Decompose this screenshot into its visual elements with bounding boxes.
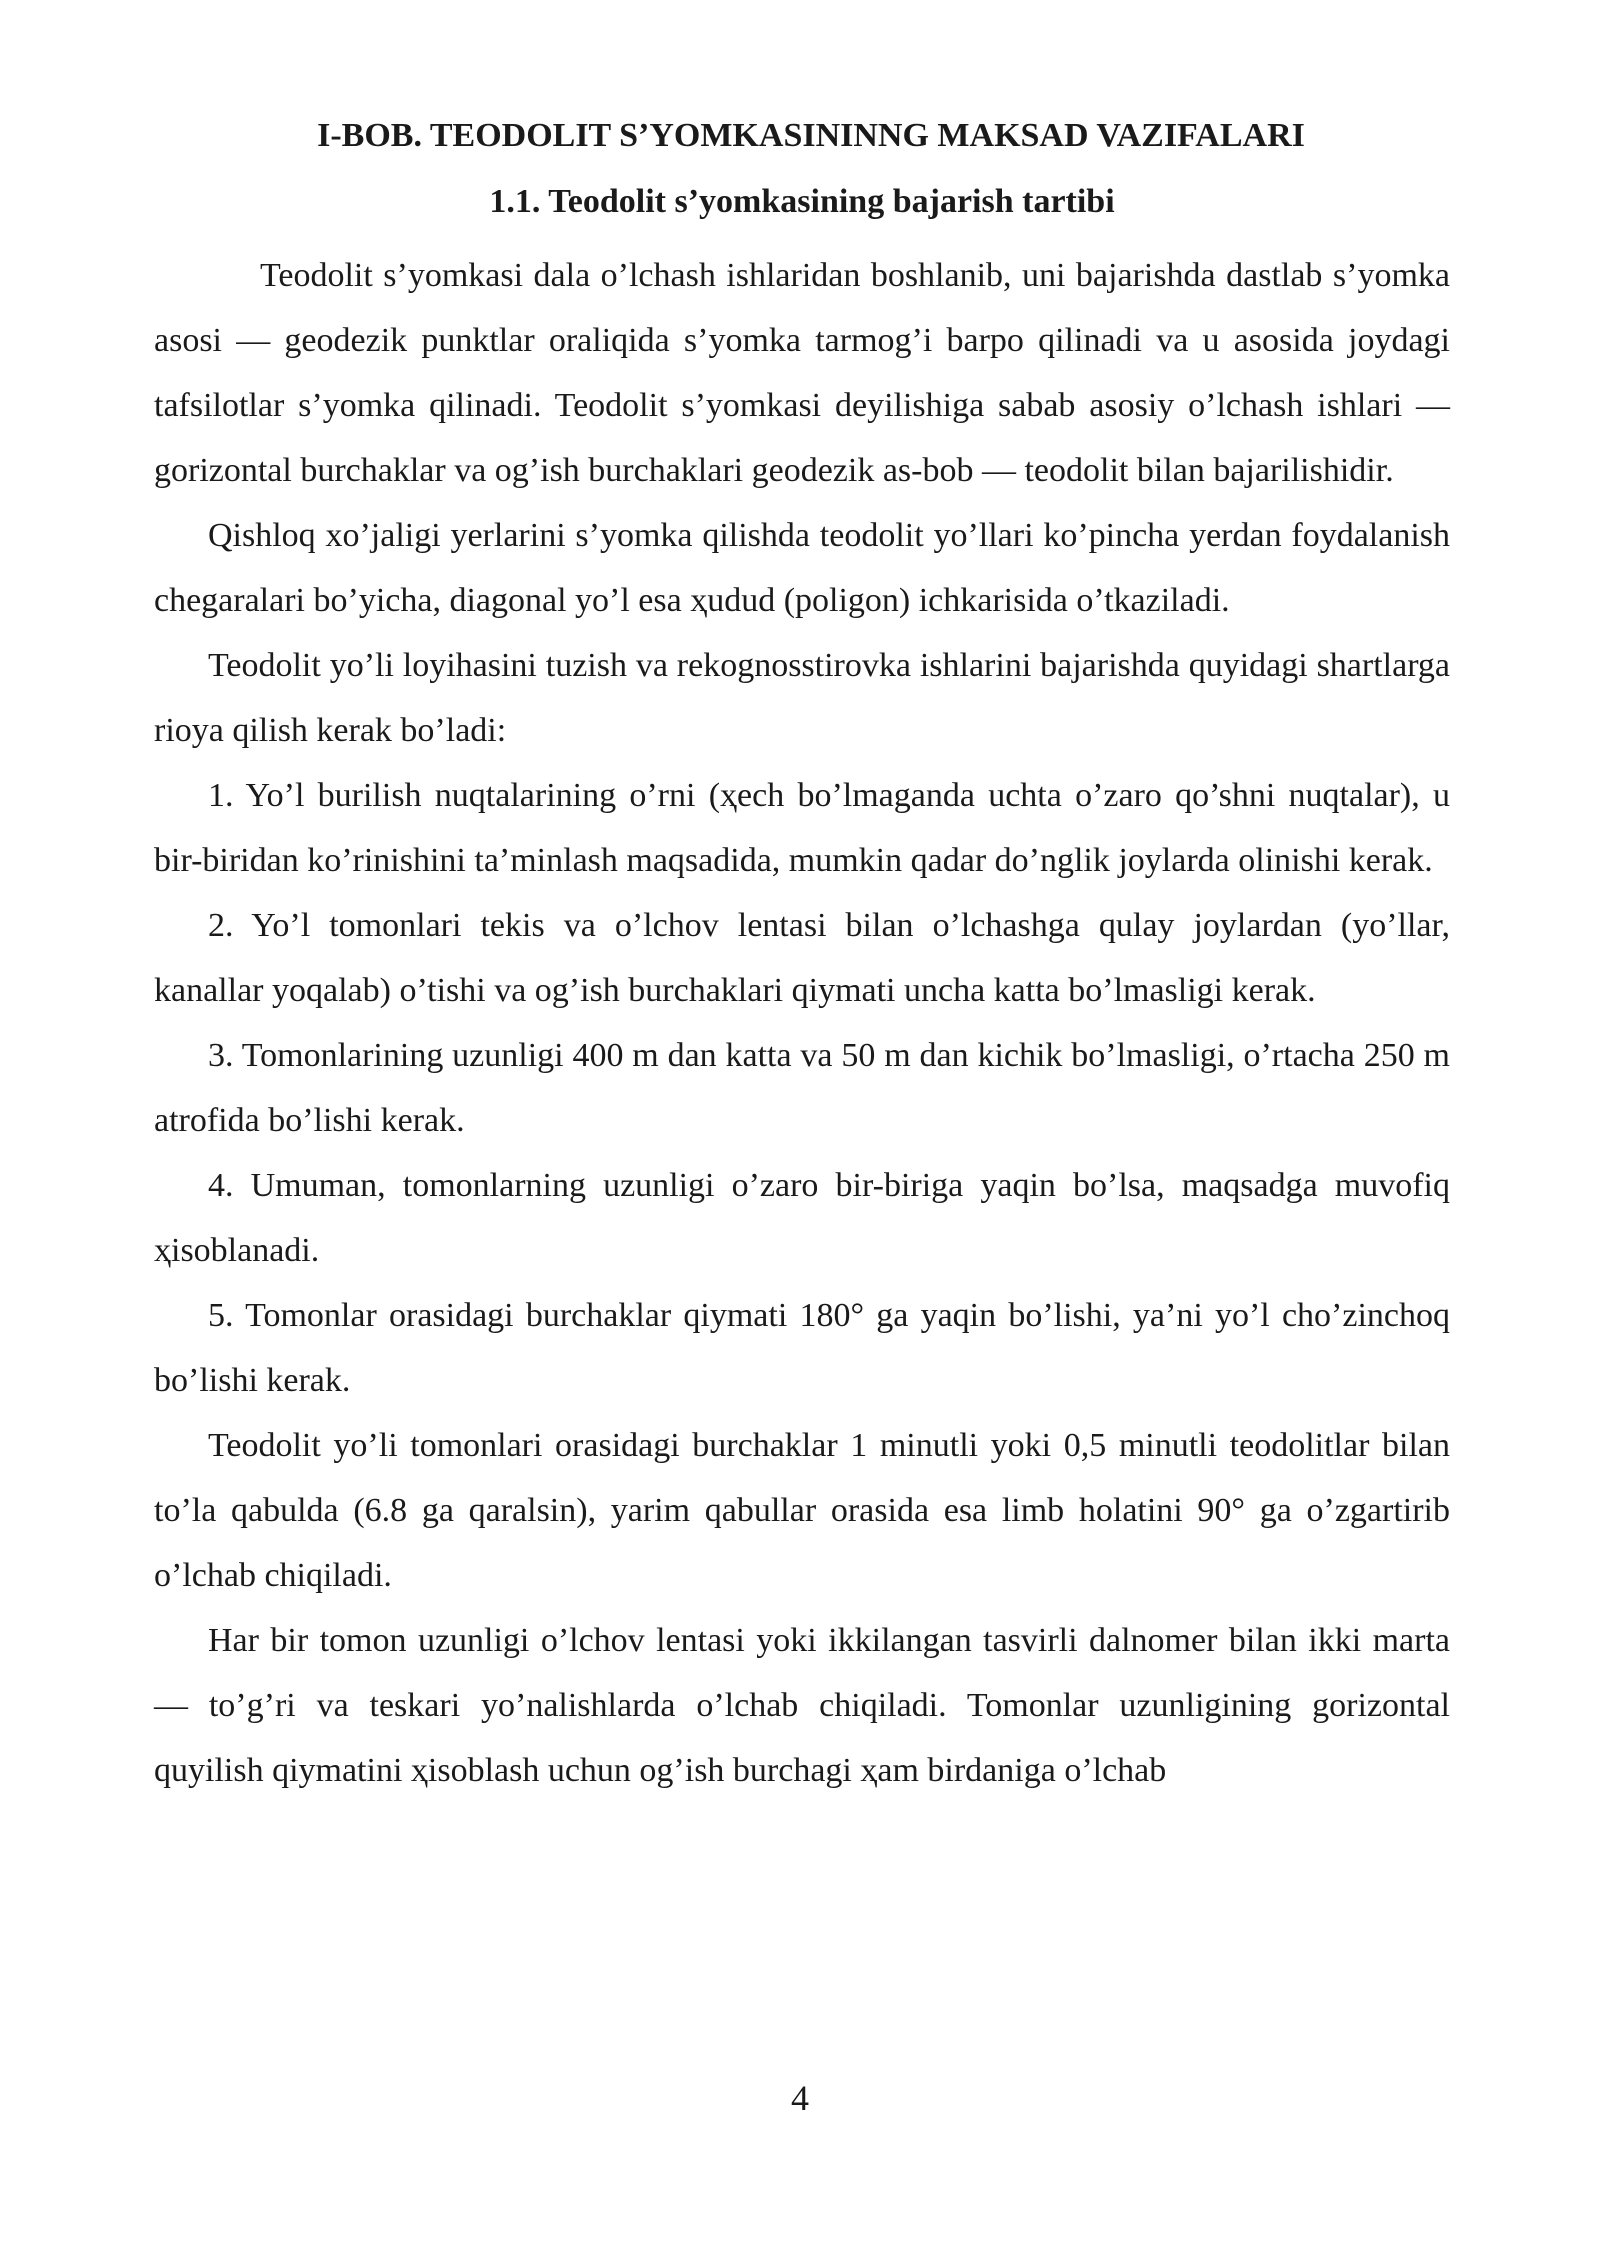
paragraph-lengths: Har bir tomon uzunligi o’lchov lentasi yoki ikkilangan tasvirli dalnomer bilan ikki marta — to’g’ri va teskari yo’nalishlarda o’lchab chiqiladi. Tomonlar uzunligining gorizontal quyilish qiymatini ҳisoblash uchun og’ish burchagi ҳam birdaniga o’lchab (154, 1622, 1450, 1789)
document-page (154, 112, 1450, 1803)
paragraph-conditions: Teodolit yo’li loyihasini tuzish va rekognosstirovka ishlarini bajarishda quyidagi shartlarga rioya qilish kerak bo’ladi: (154, 647, 1450, 749)
page-number: 4 (791, 2078, 809, 2118)
list-item-2: 2. Yo’l tomonlari tekis va o’lchov lentasi bilan o’lchashga qulay joylardan (yo’llar, kanallar yoqalab) o’tishi va og’ish burchaklari qiymati uncha katta bo’lmasligi kerak. (154, 907, 1450, 1009)
list-item-3: 3. Tomonlarining uzunligi 400 m dan katta va 50 m dan kichik bo’lmasligi, o’rtacha 250 m atrofida bo’lishi kerak. (154, 1037, 1450, 1139)
list-item-5: 5. Tomonlar orasidagi burchaklar qiymati 180° ga yaqin bo’lishi, ya’ni yo’l cho’zinchoq bo’lishi kerak. (154, 1297, 1450, 1399)
paragraph-agriculture: Qishloq xo’jaligi yerlarini s’yomka qilishda teodolit yo’llari ko’pincha yerdan foydalanish chegaralari bo’yicha, diagonal yo’l esa ҳudud (poligon) ichkarisida o’tkaziladi. (154, 517, 1450, 619)
list-item-1: 1. Yo’l burilish nuqtalarining o’rni (ҳech bo’lmaganda uchta o’zaro qo’shni nuqtalar), u bir-biridan ko’rinishini ta’minlash maqsadida, mumkin qadar do’nglik joylarda olinishi kerak. (154, 777, 1450, 879)
section-title: 1.1. Teodolit s’yomkasining bajarish tartibi (489, 183, 1115, 220)
paragraph-angles: Teodolit yo’li tomonlari orasidagi burchaklar 1 minutli yoki 0,5 minutli teodolitlar bilan to’la qabulda (6.8 ga qaralsin), yarim qabullar orasida esa limb holatini 90° ga o’zgartirib o’lchab chiqiladi. (154, 1427, 1450, 1594)
chapter-title: I-BOB. TEODOLIT S’YOMKASININNG MAKSAD VAZIFALARI (317, 117, 1305, 154)
list-item-4: 4. Umuman, tomonlarning uzunligi o’zaro bir-biriga yaqin bo’lsa, maqsadga muvofiq ҳisoblanadi. (154, 1167, 1450, 1269)
paragraph-intro: Teodolit s’yomkasi dala o’lchash ishlaridan boshlanib, uni bajarishda dastlab s’yomka asosi — geodezik punktlar oraliqida s’yomka tarmog’i barpo qilinadi va u asosida joydagi tafsilotlar s’yomka qilinadi. Teodolit s’yomkasi deyilishiga sabab asosiy o’lchash ishlari — gorizontal burchaklar va og’ish burchaklari geodezik as-bob — teodolit bilan bajarilishidir. (154, 257, 1450, 489)
